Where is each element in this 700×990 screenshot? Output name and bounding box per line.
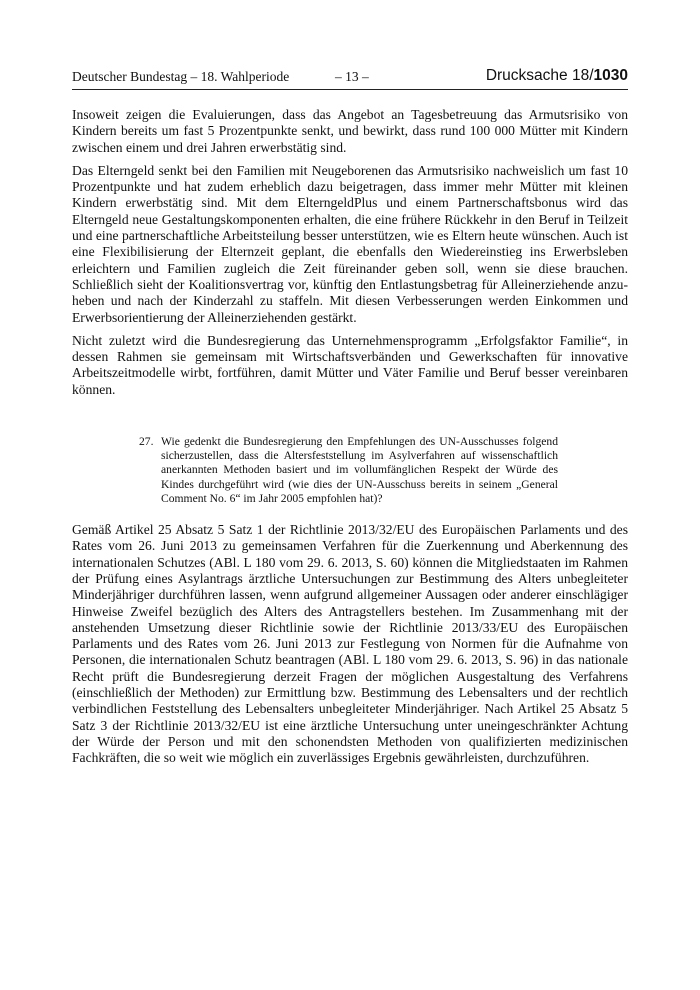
header-publication: Deutscher Bundestag – 18. Wahlperiode [72,69,290,84]
paragraph-program: Nicht zuletzt wird die Bundesregierung das Unternehmensprogramm „Erfolgsfaktor Familie“, in dessen Rahmen sie gemeinsam mit Wirtschaftsverbänden und Gewerkschaften für innovative Arbeitszeitmodelle wirbt, fortführen, damit Mütter und Väter Familie und Beruf besser vereinbaren können. [72,332,628,397]
answer-paragraph: Gemäß Artikel 25 Absatz 5 Satz 1 der Richtlinie 2013/32/EU des Europäischen Parlaments und des Rates vom 26. Juni 2013 zu gemeinsamen Verfahren für die Zuerkennung und Aberkennung des internationalen Schutzes (ABl. L 180 vom 29. 6. 2013, S. 60) können die Mitgliedstaaten im Rahmen der Prüfung eines Asylantrags ärztliche Untersuchungen zur Bestimmung des Alters unbegleiteter Minderjähriger durchführen lassen, wenn aufgrund allgemeiner Aussagen oder anderer einschlägiger Hinweise Zweifel bezüglich des Alters des Antragstellers bestehen. Im Zusammenhang mit der anstehenden Umsetzung dieser Richtlinie sowie der Richtlinie 2013/33/EU des Europäischen Parlaments und des Rates vom 26. Juni 2013 zur Festlegung von Normen für die Aufnahme von Personen, die internationalen Schutz beantragen (ABl. L 180 vom 29. 6. 2013, S. 96) in das nationale Recht prüft die Bundesregierung derzeit Fragen der möglichen Ausgestaltung des Verfahrens (einschließlich der Methoden) zur Ermittlung bzw. Bestimmung des Lebensalters und der rechtlich verbindlichen Feststellung des Lebensalters unbegleiteter Minderjähriger. Nach Artikel 25 Absatz 5 Satz 3 der Richtlinie 2013/32/EU ist eine ärztliche Untersuchung unter uneingeschränkter Achtung der Würde der Person und mit den schonendsten Methoden von qualifizierten medizinischen Fachkräften, die so weit wie möglich ein zuverlässiges Ergebnis gewährleisten, durchzuführen. [72,522,628,766]
header-doc-label: Drucksache 18/ [485,67,594,84]
question-number: 27. [139,435,154,449]
question-block [139,435,558,506]
header-page-number: – 13 – [335,69,369,84]
page-body [72,107,628,767]
header-document-number [486,67,628,85]
page-header [72,69,628,90]
paragraph-evaluation: Insoweit zeigen die Evaluierungen, dass das Angebot an Tagesbetreuung das Armutsrisiko von Kindern bereits um fast 5 Prozentpunkte senkt, und bewirkt, dass rund 100 000 Mütter mit Kindern zwischen einem und drei Jahren erwerbstätig sind. [72,107,628,155]
question-text: Wie gedenkt die Bundesregierung den Empfehlungen des UN-Ausschusses folgend sicherzustellen, dass die Altersfeststellung im Asylverfahren auf wissenschaftlich anerkannten Methoden basiert und im vollumfänglichen Respekt der Würde des Kindes durchgeführt wird (wie dies der UN-Ausschuss bereits in seinem „General Comment No. 6“ im Jahr 2005 empfohlen hat)? [161,435,558,505]
paragraph-elterngeld: Das Elterngeld senkt bei den Familien mit Neugeborenen das Armutsrisiko nachweislich um fast 10 Prozentpunkte und hat zudem erheblich dazu beigetragen, dass immer mehr Mütter mit kleinen Kindern erwerbstätig sind. Mit dem ElterngeldPlus und einem Partnerschaftsbonus wird das Elterngeld neue Gestaltungskomponenten erhalten, die eine frühere Rückkehr in den Beruf in Teilzeit und eine partnerschaftliche Arbeitsteilung besser unterstützen, wie es Eltern heute wünschen. Auch ist eine Flexibilisierung der Elternzeit geplant, die ebenfalls den Wiedereinstieg ins Erwerbsleben erleichtern und Familien zugleich die Zeit füreinander geben soll, wenn sie diese brauchen. Schließlich sieht der Koalitionsvertrag vor, künftig den Entlastungsbetrag für Alleinerziehende anzuheben und nach der Kinderzahl zu staffeln. Mit diesen Verbesserungen werden Einkommen und Erwerbsorientierung der Alleinerziehenden gestärkt. [72,162,628,325]
header-doc-number: 1030 [593,67,628,84]
